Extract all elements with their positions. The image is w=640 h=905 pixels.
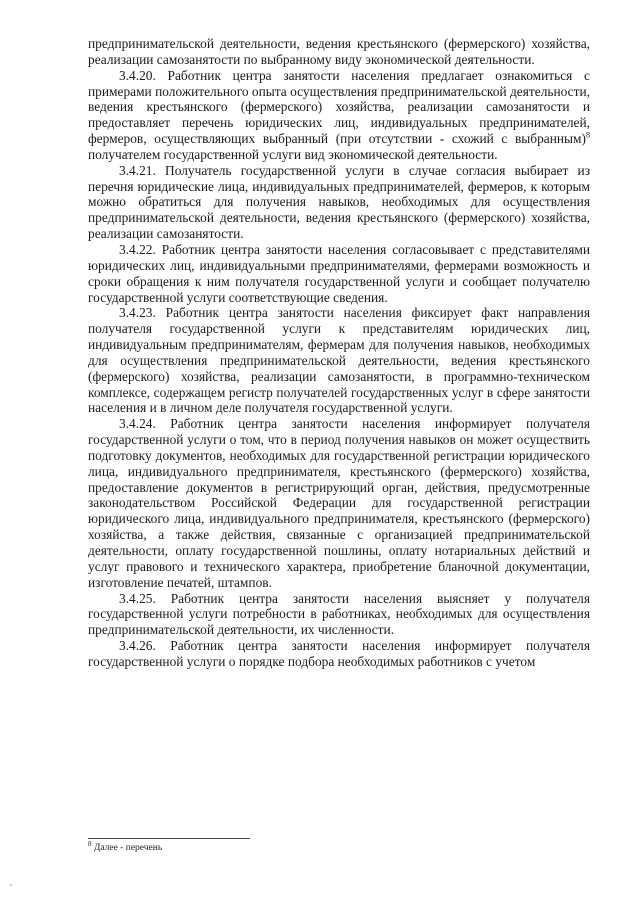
paragraph-3-4-20-text: 3.4.20. Работник центра занятости населения предлагает ознакомиться с примерами положительного опыта осуществления предпринимательской деятельности, ведения крестьянского (фермерского) хозяйства, реализации самозанятости и предоставляет перечень юридических лиц, индивидуальных предпринимателей, фермеров, осуществляющих выбранный (при отсутствии - схожий с выбранным) [88,67,590,147]
paragraph-continuation: предпринимательской деятельности, ведения крестьянского (фермерского) хозяйства, реализации самозанятости по выбранному виду экономической деятельности. [88,36,590,67]
paragraph-3-4-21: 3.4.21. Получатель государственной услуги в случае согласия выбирает из перечня юридические лица, индивидуальных предпринимателей, фермеров, к которым можно обратиться для получения навыков, необходимых для осуществления предпринимательской деятельности, ведения крестьянского (фермерского) хозяйства, реализации самозанятости. [88,162,590,242]
document-body [88,36,590,670]
footnote-marker: 8 [88,839,92,848]
paragraph-3-4-24: 3.4.24. Работник центра занятости населения информирует получателя государственной услуги о том, что в период получения навыков он может осуществить подготовку документов, необходимых для государственной регистрации юридического лица, индивидуального предпринимателя, крестьянского (фермерского) хозяйства, предоставление документов в регистрирующий орган, действия, предусмотренные законодательством Российской Федерации для государственной регистрации юридического лица, индивидуального предпринимателя, крестьянского (фермерского) хозяйства, а также действия, связанные с организацией предпринимательской деятельности, оплату государственной пошлины, оплату нотариальных действий и услуг правового и технического характера, приобретение бланочной документации, изготовление печатей, штампов. [88,416,590,590]
paragraph-3-4-22: 3.4.22. Работник центра занятости населения согласовывает с представителями юридических лиц, индивидуальными предпринимателями, фермерами возможность и сроки обращения к ним получателя государственной услуги и сообщает получателю государственной услуги соответствующие сведения. [88,241,590,305]
paragraph-3-4-23: 3.4.23. Работник центра занятости населения фиксирует факт направления получателя государственной услуги к представителям юридических лиц, индивидуальным предпринимателям, фермерам для получения навыков, необходимых для осуществления предпринимательской деятельности, ведения крестьянского (фермерского) хозяйства, реализации самозанятости, в программно-техническом комплексе, содержащем регистр получателей государственных услуг в сфере занятости населения и в личном деле получателя государственной услуги. [88,305,590,416]
scan-artifact [10,884,12,886]
paragraph-3-4-20-text-end: получателем государственной услуги вид экономической деятельности. [88,146,498,162]
paragraph-3-4-20 [88,68,590,163]
footnote-text: Далее - перечень [91,843,163,853]
paragraph-3-4-26: 3.4.26. Работник центра занятости населения информирует получателя государственной услуги о порядке подбора необходимых работников с учетом [88,638,590,669]
paragraph-3-4-25: 3.4.25. Работник центра занятости населения выясняет у получателя государственной услуги потребности в работниках, необходимых для осуществления предпринимательской деятельности, их численности. [88,590,590,638]
footnote-reference: 8 [586,130,590,140]
footnote-divider [88,838,250,839]
footnote [88,839,163,854]
